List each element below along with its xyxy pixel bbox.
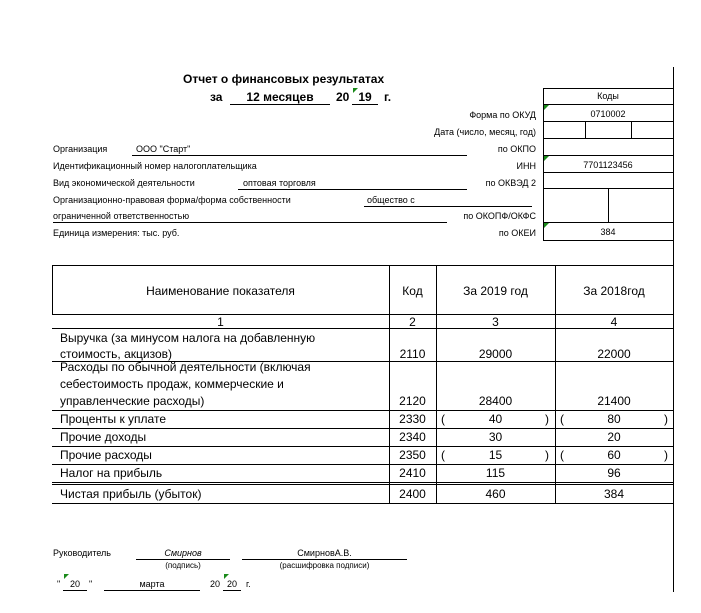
paren-close: ) <box>664 448 668 462</box>
row-value-2018: 96 <box>607 466 621 480</box>
decoding-caption: (расшифровка подписи) <box>279 561 370 570</box>
okopf-label: по ОКОПФ/ОКФС <box>463 211 536 221</box>
period-value: 12 месяцев <box>246 90 314 104</box>
row-name: управленческие расходы) <box>60 394 205 408</box>
org-label: Организация <box>53 144 108 154</box>
row-code: 2350 <box>399 448 426 462</box>
legal-form-label: Организационно-правовая форма/форма собственности <box>53 195 291 205</box>
paren-close: ) <box>664 412 668 426</box>
row-code: 2410 <box>399 466 426 480</box>
row-value-2019: 460 <box>485 487 506 501</box>
okpo-label: по ОКПО <box>497 144 536 154</box>
okud-label: Форма по ОКУД <box>469 110 536 120</box>
row-value-2019: 40 <box>488 412 503 426</box>
row-name: себестоимость продаж, коммерческие и <box>60 377 284 391</box>
row-value-2018: 22000 <box>597 347 631 361</box>
date-label: Дата (число, месяц, год) <box>434 127 536 137</box>
row-name: Прочие доходы <box>60 430 147 444</box>
org-value: ООО "Старт" <box>136 144 191 154</box>
date-year-unit: г. <box>246 579 251 589</box>
paren-open: ( <box>441 412 445 426</box>
legal-form-value-2: ограниченной ответственностью <box>53 211 190 221</box>
row-code: 2110 <box>399 347 426 361</box>
year-unit: г. <box>384 90 392 104</box>
row-name: Проценты к уплате <box>60 412 166 426</box>
row-value-2018: 21400 <box>597 394 631 408</box>
row-name: Расходы по обычной деятельности (включая <box>60 360 311 374</box>
paren-close: ) <box>545 412 549 426</box>
colnum-4: 4 <box>610 315 618 329</box>
decoding: СмирновА.В. <box>297 548 352 558</box>
year-suffix: 19 <box>358 90 372 104</box>
row-value-2018: 60 <box>607 448 621 462</box>
okud-value: 0710002 <box>590 109 626 119</box>
date-year-suffix: 20 <box>226 579 237 589</box>
okei-label: по ОКЕИ <box>498 228 536 238</box>
row-value-2019: 30 <box>488 430 503 444</box>
row-code: 2120 <box>399 394 426 408</box>
unit-label: Единица измерения: тыс. руб. <box>53 228 180 238</box>
okved-label: по ОКВЭД 2 <box>485 178 536 188</box>
head-label: Руководитель <box>53 548 111 558</box>
row-value-2018: 20 <box>607 430 621 444</box>
date-day: 20 <box>69 579 80 589</box>
date-month: марта <box>139 579 165 589</box>
signature: Смирнов <box>164 548 202 558</box>
row-name: Прочие расходы <box>60 448 152 462</box>
period-prefix: за <box>210 90 223 104</box>
row-name: Налог на прибыль <box>60 466 163 480</box>
inn-label: ИНН <box>516 161 536 171</box>
row-value-2018: 80 <box>607 412 621 426</box>
year-prefix: 20 <box>336 90 350 104</box>
activity-label: Вид экономической деятельности <box>53 178 195 188</box>
legal-form-value-1: общество с <box>367 195 415 205</box>
okei-value: 384 <box>600 227 616 237</box>
col-header-2019: За 2019 год <box>463 284 528 298</box>
row-name: Чистая прибыль (убыток) <box>60 487 202 501</box>
inn-value: 7701123456 <box>583 160 633 170</box>
paren-open: ( <box>441 448 445 462</box>
paren-open: ( <box>560 448 564 462</box>
date-year-prefix: 20 <box>210 579 221 589</box>
colnum-1: 1 <box>217 315 224 329</box>
paren-open: ( <box>560 412 564 426</box>
row-code: 2330 <box>399 412 426 426</box>
paren-close: ) <box>545 448 549 462</box>
row-code: 2340 <box>399 430 426 444</box>
row-name: стоимость, акцизов) <box>60 347 172 361</box>
col-header-name: Наименование показателя <box>146 284 295 298</box>
colnum-3: 3 <box>492 315 499 329</box>
row-value-2019: 28400 <box>478 394 513 408</box>
row-name: Выручка (за минусом налога на добавленную <box>60 331 316 345</box>
date-quote-close: " <box>89 579 93 589</box>
signature-caption: (подпись) <box>165 561 201 570</box>
activity-value: оптовая торговля <box>243 178 316 188</box>
colnum-2: 2 <box>409 315 416 329</box>
col-header-code: Код <box>402 284 423 298</box>
report-title: Отчет о финансовых результатах <box>183 72 385 86</box>
col-header-2018: За 2018год <box>583 284 645 298</box>
codes-title: Коды <box>597 91 619 101</box>
inn-full-label: Идентификационный номер налогоплательщика <box>53 161 257 171</box>
row-value-2019: 15 <box>488 448 503 462</box>
row-value-2018: 384 <box>603 487 625 501</box>
row-value-2019: 29000 <box>478 347 513 361</box>
row-value-2019: 115 <box>485 466 506 480</box>
date-quote-open: " <box>57 579 61 589</box>
row-code: 2400 <box>399 487 426 501</box>
